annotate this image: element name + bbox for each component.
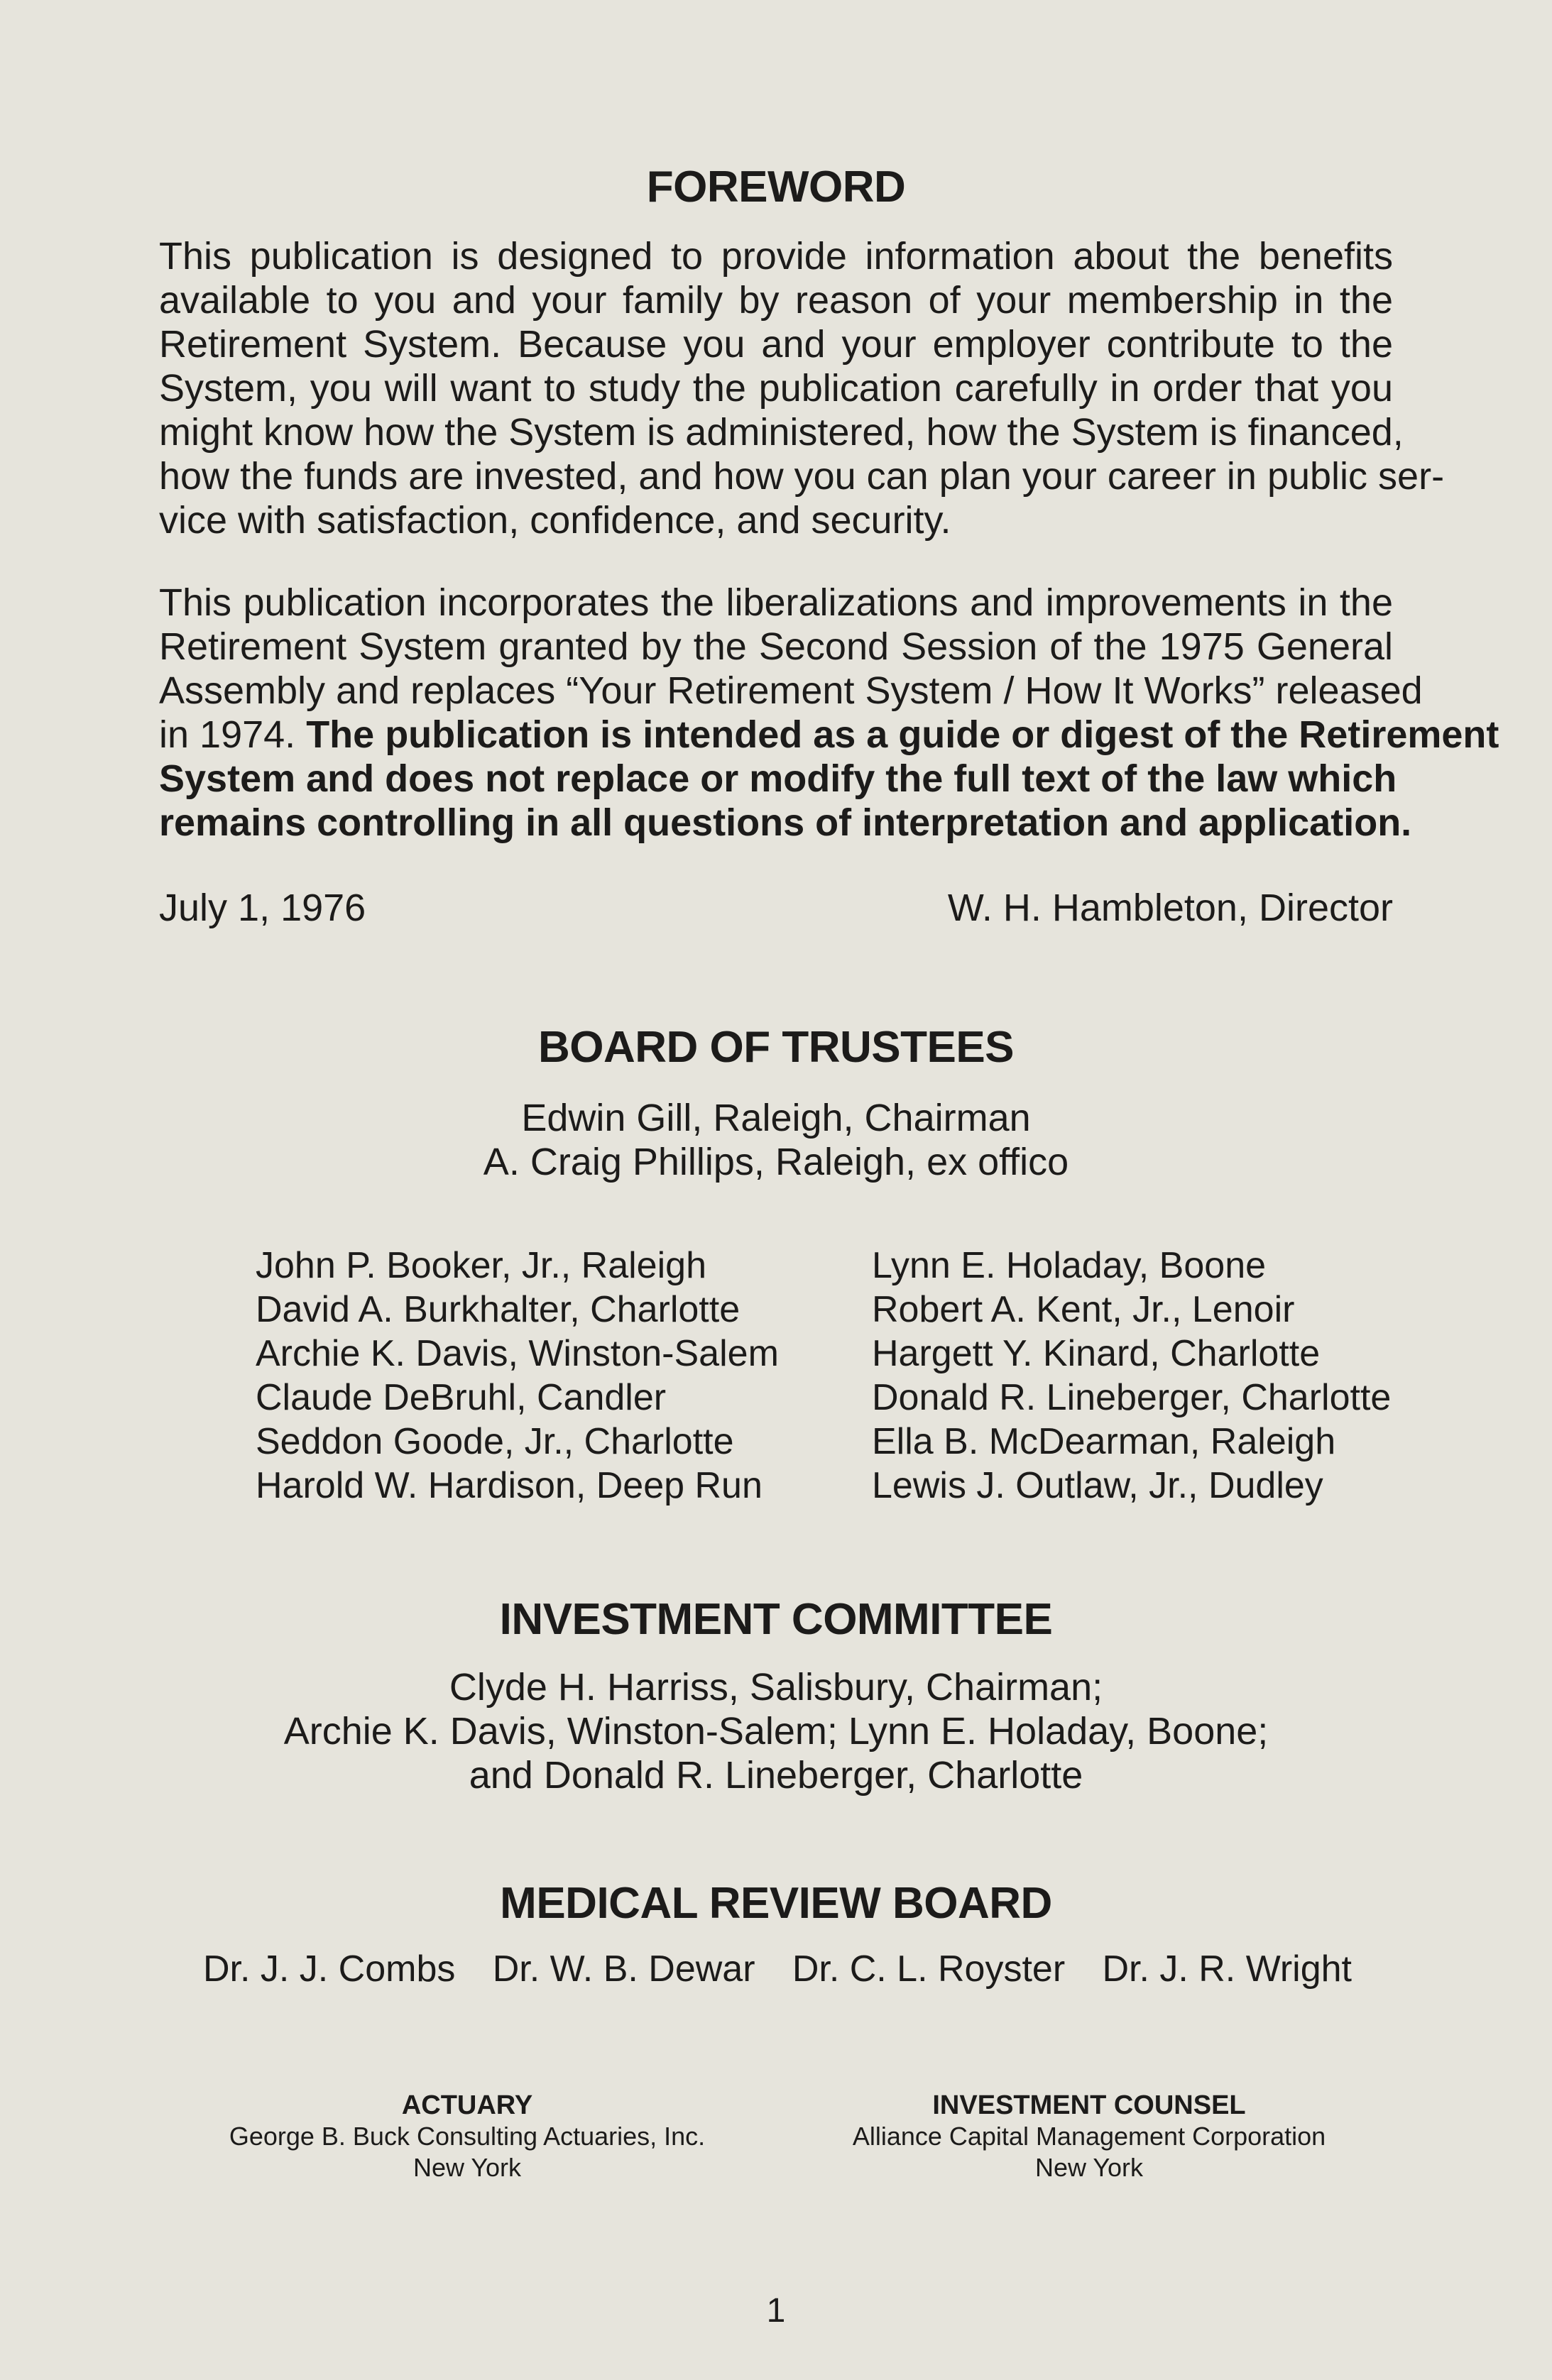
board-member: Donald R. Lineberger, Charlotte [872,1377,1392,1418]
board-member: Robert A. Kent, Jr., Lenoir [872,1289,1295,1330]
medical-review-board-title: MEDICAL REVIEW BOARD [500,1879,1052,1928]
actuary-block [183,2090,751,2183]
board-member: Hargett Y. Kinard, Charlotte [872,1333,1321,1374]
medical-member: Dr. J. J. Combs [203,1948,456,1990]
medical-member: Dr. W. B. Dewar [492,1948,755,1990]
foreword-paragraph-2 [159,581,1499,845]
committee-line: Archie K. Davis, Winston-Salem; Lynn E. Holaday, Boone; [283,1710,1269,1753]
paragraph-line: System, you will want to study the publication carefully in order that you [159,367,1393,410]
board-member: Claude DeBruhl, Candler [256,1377,667,1418]
paragraph-line: might know how the System is administered, how the System is financed, [159,411,1404,454]
board-member: Ella B. McDearman, Raleigh [872,1421,1336,1462]
board-member: David A. Burkhalter, Charlotte [256,1289,741,1330]
medical-member: Dr. J. R. Wright [1102,1948,1352,1990]
paragraph-line: how the funds are invested, and how you can plan your career in public ser- [159,455,1445,498]
board-officers [0,1096,1552,1184]
signature-row [159,886,1393,930]
medical-review-board-members [203,1948,1352,1990]
page-number: 1 [766,2292,786,2330]
paragraph-line: available to you and your family by reason of your membership in the [159,279,1393,322]
board-title: BOARD OF TRUSTEES [537,1023,1015,1072]
disclaimer-text: System and does not replace or modify the full text of the law which [159,757,1397,800]
foreword-paragraph-1 [159,234,1445,542]
paragraph-line [159,713,1499,757]
committee-line: and Donald R. Lineberger, Charlotte [469,1754,1083,1797]
board-member: Archie K. Davis, Winston-Salem [256,1333,779,1374]
board-member: Seddon Goode, Jr., Charlotte [256,1421,734,1462]
foreword-title: FOREWORD [646,163,906,212]
board-member: Lynn E. Holaday, Boone [872,1245,1267,1286]
actuary-title: ACTUARY [401,2090,533,2120]
foreword-signature: W. H. Hambleton, Director [947,887,1393,929]
board-members-right [872,1244,1391,1508]
paragraph-line: Assembly and replaces “Your Retirement System / How It Works” released [159,669,1423,712]
paragraph-line: This publication is designed to provide information about the benefits [159,235,1393,278]
investment-committee-title: INVESTMENT COMMITTEE [499,1595,1053,1644]
paragraph-line: Retirement System granted by the Second Session of the 1975 General [159,625,1393,668]
investment-counsel-name: Alliance Capital Management Corporation [852,2122,1326,2151]
actuary-city: New York [412,2153,522,2182]
investment-counsel-block [805,2090,1373,2183]
board-member: Lewis J. Outlaw, Jr., Dudley [872,1465,1323,1506]
paragraph-line: Retirement System. Because you and your employer contribute to the [159,323,1393,366]
medical-member: Dr. C. L. Royster [792,1948,1066,1990]
investment-committee-members [0,1665,1552,1797]
paragraph-line [159,757,1397,801]
paragraph-line: vice with satisfaction, confidence, and security. [159,499,951,542]
board-member: John P. Booker, Jr., Raleigh [256,1245,706,1286]
actuary-name: George B. Buck Consulting Actuaries, Inc. [229,2122,706,2151]
investment-counsel-title: INVESTMENT COUNSEL [932,2090,1246,2120]
paragraph-line: This publication incorporates the liberalizations and improvements in the [159,581,1393,624]
foreword-date: July 1, 1976 [159,887,366,929]
board-member: Harold W. Hardison, Deep Run [256,1465,763,1506]
board-members-left [256,1244,779,1508]
committee-line: Clyde H. Harriss, Salisbury, Chairman; [449,1666,1103,1709]
board-chairman: Edwin Gill, Raleigh, Chairman [521,1097,1031,1139]
paragraph-line [159,801,1412,845]
disclaimer-text: remains controlling in all questions of interpretation and application. [159,801,1412,844]
investment-counsel-city: New York [1034,2153,1144,2182]
board-ex-officio: A. Craig Phillips, Raleigh, ex offico [483,1141,1069,1183]
plain-text: in 1974. [159,713,296,756]
disclaimer-text: The publication is intended as a guide or digest of the Retirement [306,713,1499,756]
